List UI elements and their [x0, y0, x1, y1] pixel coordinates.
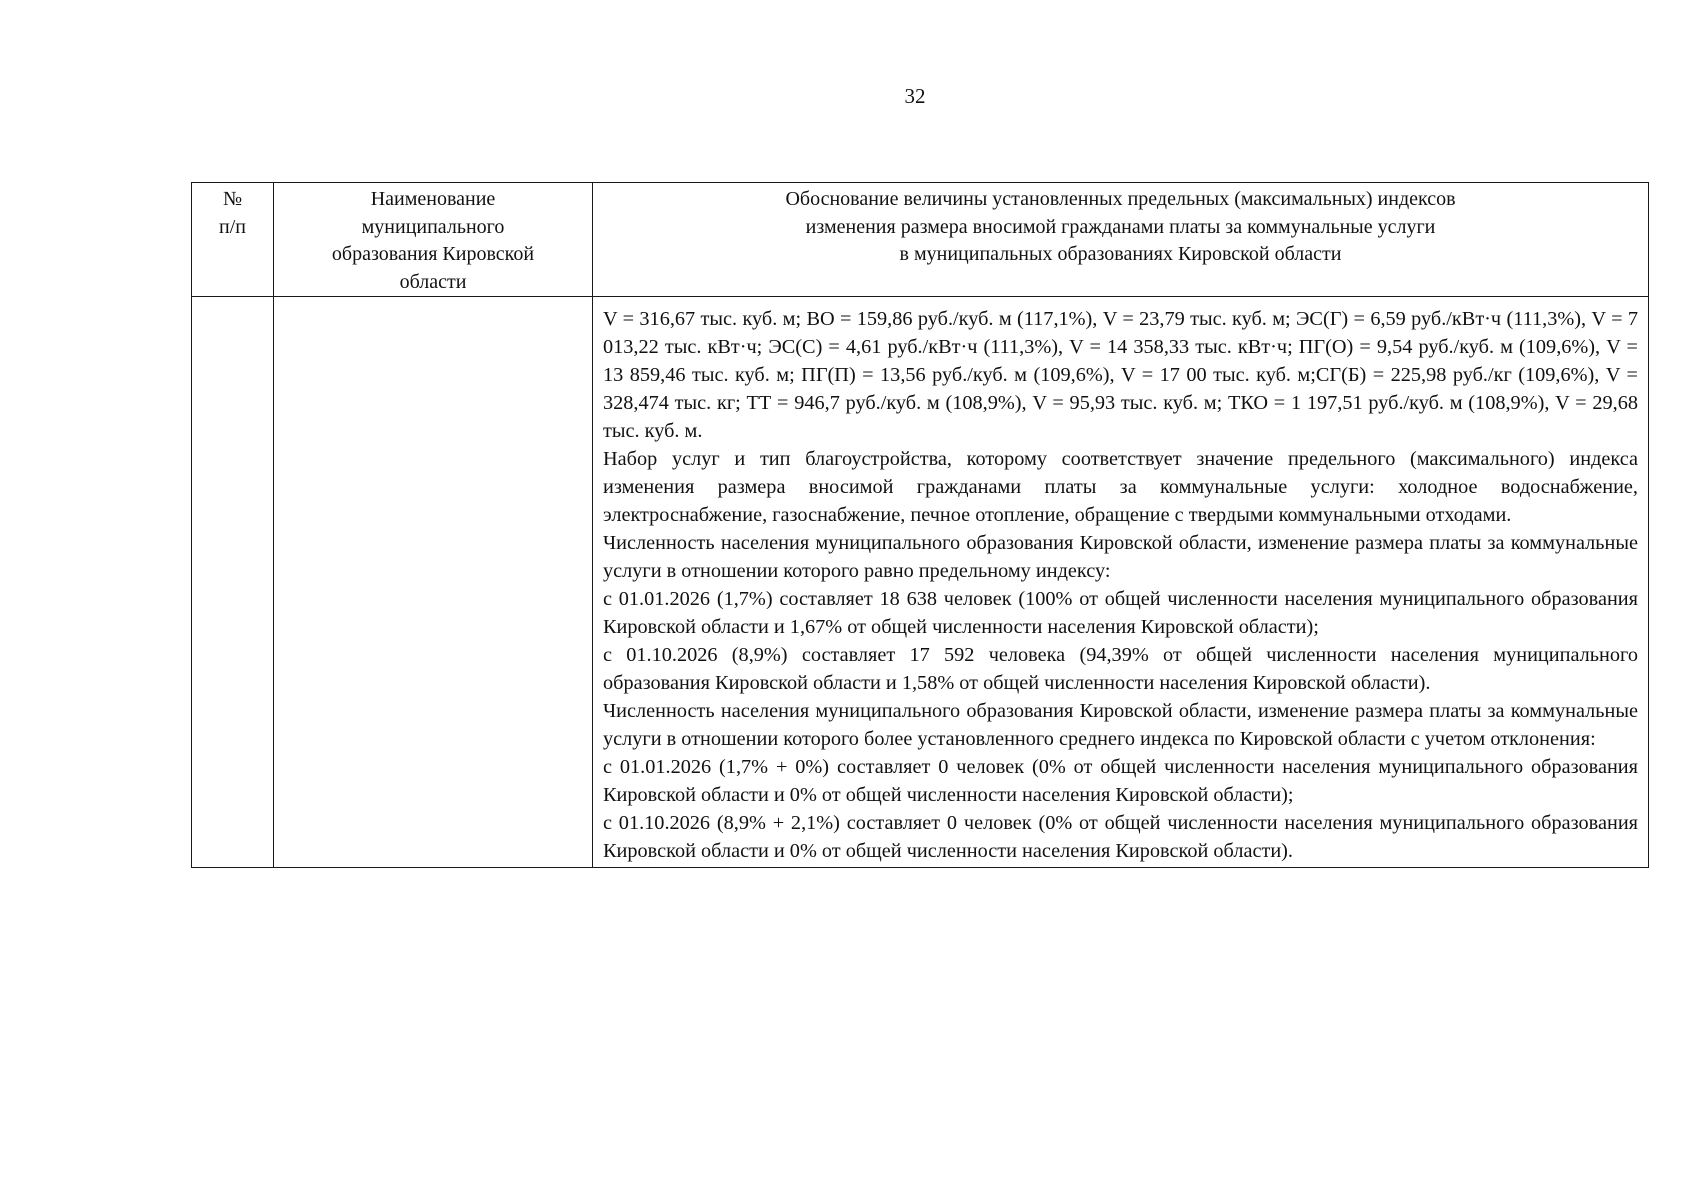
header-justification: [593, 183, 1649, 297]
cell-number: [192, 297, 274, 868]
cell-justification: [593, 297, 1649, 868]
justification-table: [191, 182, 1649, 868]
cell-municipality-name: [274, 297, 593, 868]
header-number-line: №: [222, 188, 243, 210]
header-number: [192, 183, 274, 297]
paragraph-services-set: Набор услуг и тип благоустройства, которому соответствует значение предельного (максимального) индекса изменения размера вносимой гражданами платы за коммунальные услуги: холодное водоснабжение, электроснабжение, газоснабжение, печное отопление, обращение с твердыми коммунальными отходами.: [603, 448, 1638, 526]
header-justification-line: в муниципальных образованиях Кировской области: [899, 243, 1342, 265]
header-name-line: образования Кировской: [331, 243, 535, 265]
header-name-line: области: [399, 270, 467, 293]
header-justification-line: изменения размера вносимой гражданами платы за коммунальные услуги: [805, 215, 1436, 238]
paragraph-population-equal-index: Численность населения муниципального образования Кировской области, изменение размера платы за коммунальные услуги в отношении которого равно предельному индексу:: [603, 532, 1638, 582]
table-header-row: [192, 183, 1649, 297]
paragraph-above-average-jan: с 01.01.2026 (1,7% + 0%) составляет 0 человек (0% от общей численности населения муниципального образования Кировской области и 0% от общей численности населения Кировской области);: [603, 756, 1638, 806]
header-name-line: Наименование: [370, 188, 496, 210]
header-municipality-name: [274, 183, 593, 297]
table-row: [192, 297, 1649, 868]
paragraph-tariffs: V = 316,67 тыс. куб. м; ВО = 159,86 руб./куб. м (117,1%), V = 23,79 тыс. куб. м; ЭС(Г) = 6,59 руб./кВт·ч (111,3%), V = 7 013,22 тыс. кВт·ч; ЭС(С) = 4,61 руб./кВт·ч (111,3%), V = 14 358,33 тыс. кВт·ч; ПГ(О) = 9,54 руб./куб. м (109,6%), V = 13 859,46 тыс. куб. м; ПГ(П) = 13,56 руб./куб. м (109,6%), V = 17 00 тыс. куб. м;СГ(Б) = 225,98 руб./кг (109,6%), V = 328,474 тыс. кг; ТТ = 946,7 руб./куб. м (108,9%), V = 95,93 тыс. куб. м; ТКО = 1 197,51 руб./куб. м (108,9%), V = 29,68 тыс. куб. м.: [603, 308, 1638, 442]
header-justification-line: Обоснование величины установленных предельных (максимальных) индексов: [785, 188, 1456, 210]
paragraph-above-average-oct: с 01.10.2026 (8,9% + 2,1%) составляет 0 человек (0% от общей численности населения муниципального образования Кировской области и 0% от общей численности населения Кировской области).: [603, 812, 1638, 862]
paragraph-population-oct: с 01.10.2026 (8,9%) составляет 17 592 человека (94,39% от общей численности населения муниципального образования Кировской области и 1,58% от общей численности населения Кировской области).: [603, 644, 1638, 694]
paragraph-population-above-average: Численность населения муниципального образования Кировской области, изменение размера платы за коммунальные услуги в отношении которого более установленного среднего индекса по Кировской области с учетом отклонения:: [603, 700, 1638, 750]
page-number: 32: [904, 84, 926, 108]
paragraph-population-jan: с 01.01.2026 (1,7%) составляет 18 638 человек (100% от общей численности населения муниципального образования Кировской области и 1,67% от общей численности населения Кировской области);: [603, 588, 1638, 638]
header-number-line: п/п: [219, 215, 246, 238]
header-name-line: муниципального: [361, 215, 505, 238]
